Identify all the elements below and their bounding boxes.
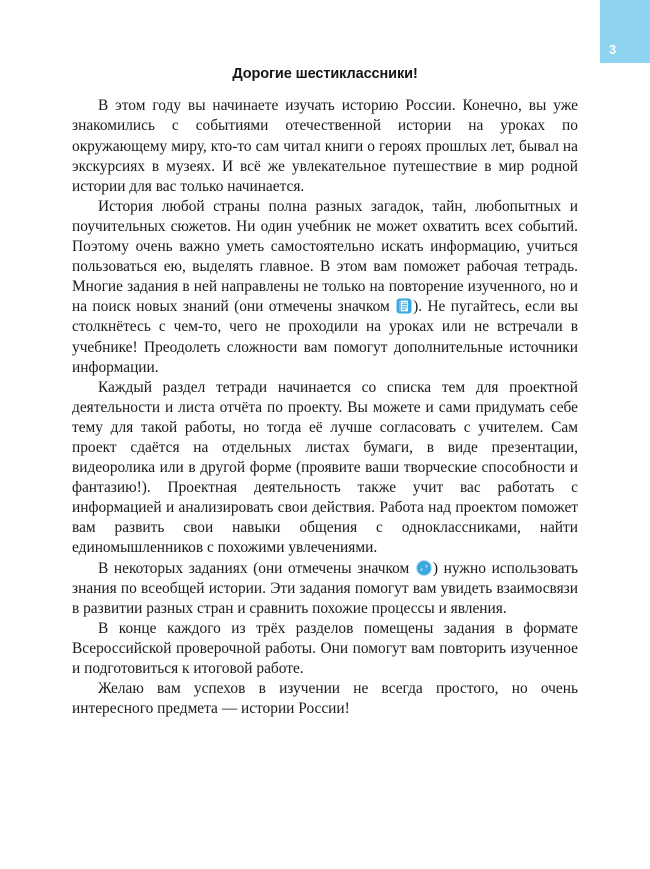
page-number-label: 3: [609, 42, 617, 57]
paragraph-6-text: Желаю вам успехов в изучении не всегда простого, но очень интересного предмета — истории России!: [72, 680, 578, 718]
body-text-container: [72, 96, 578, 719]
paragraph-2: [72, 197, 578, 378]
document-icon: [396, 298, 412, 314]
page-body: [72, 66, 578, 719]
paragraph-4-text-before-icon: В некоторых заданиях (они отмечены значком: [98, 559, 415, 577]
page-title: Дорогие шестиклассники!: [232, 66, 418, 82]
exchange-arrows-icon: [416, 560, 432, 576]
paragraph-5: [72, 619, 578, 679]
paragraph-3-text: Каждый раздел тетради начинается со списка тем для проектной деятельности и листа отчёта по проекту. Вы можете и сами придумать себе тему для такой работы, но тогда её лучше согласовать с учителем. Сам проект сдаётся на отдельных листах бумаги, в виде презентации, видеоролика или в другой форме (проявите ваши творческие способности и фантазию!). Проектная деятельность также учит вас работать с информацией и анализировать свои действия. Работа над проектом поможет вам развить свои навыки общения с одноклассниками, найти единомышленников с похожими увлечениями.: [72, 378, 578, 557]
paragraph-4: [72, 559, 578, 619]
paragraph-2-text-before-icon: История любой страны полна разных загадок, тайн, любопытных и поучительных сюжетов. Ни один учебник не может охватить всех событий. Поэтому очень важно уметь самостоятельно искать информацию, учиться пользоваться ею, выделять главное. В этом вам поможет рабочая тетрадь. Многие задания в ней направлены не только на повторение изученного, но и на поиск новых знаний (они отмечены значком: [72, 197, 578, 316]
paragraph-5-text: В конце каждого из трёх разделов помещены задания в формате Всероссийской проверочной работы. Они помогут вам повторить изученное и подготовиться к итоговой работе.: [72, 619, 578, 678]
paragraph-1-text: В этом году вы начинаете изучать историю России. Конечно, вы уже знакомились с событиями отечественной истории на уроках по окружающему миру, кто-то сам читал книги о героях прошлых лет, бывал на экскурсиях в музеях. И всё же увлекательное путешествие в мир родной истории для вас только начинается.: [72, 97, 578, 195]
paragraph-4-text-after-icon: ) нужно использовать знания по всеобщей истории. Эти задания помогут вам увидеть взаимосвязи в развитии разных стран и сравнить похожие процессы и явления.: [72, 559, 578, 617]
page-number-badge: [600, 0, 650, 63]
paragraph-3: [72, 378, 578, 559]
paragraph-2-text-after-icon: ). Не пугайтесь, если вы столкнётесь с чем-то, чего не проходили на уроках или не встречали в учебнике! Преодолеть сложности вам помогут дополнительные источники информации.: [72, 298, 578, 376]
paragraph-6: [72, 679, 578, 719]
paragraph-1: [72, 96, 578, 196]
